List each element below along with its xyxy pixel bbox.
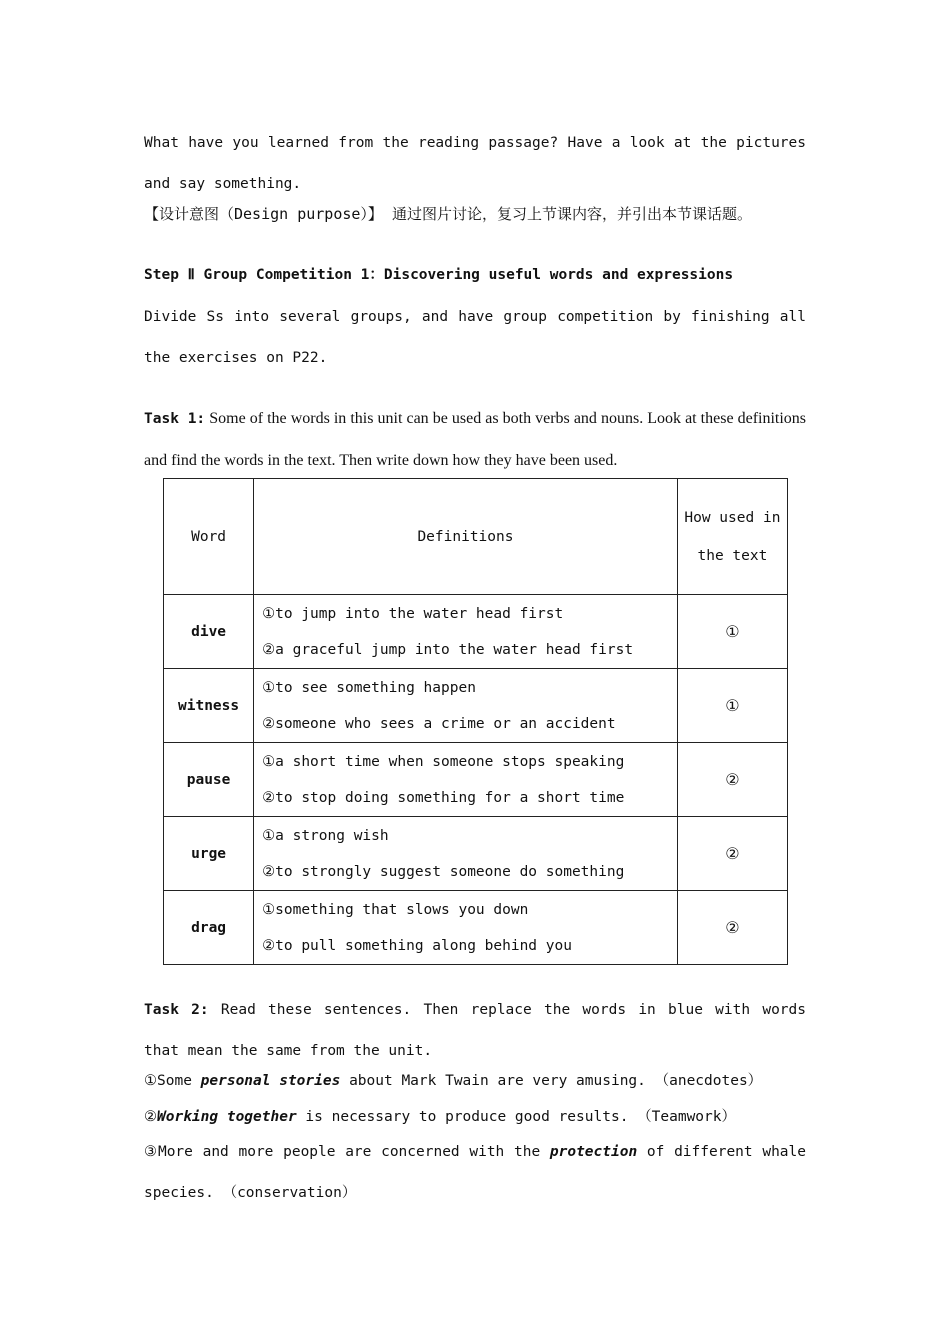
step2-heading: Step Ⅱ Group Competition 1：Discovering useful words and expressions (144, 267, 734, 283)
definition-2: ②to stop doing something for a short time (262, 789, 625, 806)
how-used-cell: ① (677, 669, 787, 743)
header-word: Word (164, 479, 254, 595)
header-how-used: How used in the text (677, 479, 787, 595)
task2-sentence-2 (144, 1105, 806, 1129)
task1-label: Task 1: (144, 411, 206, 427)
definition-1: ①something that slows you down (262, 901, 529, 918)
definitions-cell (254, 669, 678, 743)
sentence-text: of different whale species. （conservation） (144, 1144, 806, 1201)
word-cell: drag (164, 891, 254, 965)
intro-question: What have you learned from the reading passage? Have a look at the pictures and say something. (144, 135, 806, 192)
header-definitions: Definitions (254, 479, 678, 595)
definition-1: ①a strong wish (262, 827, 389, 844)
definitions-cell (254, 817, 678, 891)
word-cell: dive (164, 595, 254, 669)
word-cell: urge (164, 817, 254, 891)
definition-1: ①to see something happen (262, 679, 476, 696)
step2-instructions: Divide Ss into several groups, and have group competition by finishing all the exercises on P22. (144, 309, 806, 366)
table-header-row (164, 479, 788, 595)
how-used-cell: ① (677, 595, 787, 669)
table-row (164, 595, 788, 669)
sentence-text: ③More and more people are concerned with the (144, 1144, 550, 1160)
table-row (164, 743, 788, 817)
how-used-cell: ② (677, 817, 787, 891)
table-row (164, 669, 788, 743)
replaced-phrase: Working together (157, 1109, 297, 1125)
replaced-phrase: personal stories (200, 1073, 341, 1089)
definition-1: ①a short time when someone stops speaking (262, 753, 625, 770)
task2-paragraph (144, 990, 806, 1072)
table-row (164, 817, 788, 891)
task2-sentence-3 (144, 1132, 806, 1214)
how-used-cell: ② (677, 743, 787, 817)
definition-1: ①to jump into the water head first (262, 605, 564, 622)
table-row (164, 891, 788, 965)
design-purpose: 【设计意图（Design purpose）】 通过图片讨论，复习上节课内容，并引出本节课话题。 (144, 205, 752, 223)
sentence-text: ①Some (144, 1073, 201, 1089)
how-used-cell: ② (677, 891, 787, 965)
definitions-cell (254, 595, 678, 669)
task1-text: Some of the words in this unit can be used as both verbs and nouns. Look at these definitions and find the words in the text. Then write down how they have been used. (144, 410, 807, 469)
task2-sentence-1 (144, 1069, 806, 1093)
sentence-text: is necessary to produce good results. （Teamwork） (296, 1109, 736, 1125)
task2-text: Read these sentences. Then replace the words in blue with words that mean the same from the unit. (144, 1002, 806, 1059)
sentence-text: about Mark Twain are very amusing. （anecdotes） (340, 1073, 763, 1089)
definition-2: ②to pull something along behind you (262, 937, 572, 954)
definitions-cell (254, 743, 678, 817)
definition-2: ②someone who sees a crime or an accident (262, 715, 616, 732)
sentence-text: ② (144, 1109, 157, 1125)
word-cell: pause (164, 743, 254, 817)
definitions-cell (254, 891, 678, 965)
task2-label: Task 2: (144, 1002, 209, 1018)
task1-paragraph (144, 398, 806, 481)
replaced-phrase: protection (549, 1144, 638, 1160)
word-cell: witness (164, 669, 254, 743)
definition-2: ②to strongly suggest someone do something (262, 863, 625, 880)
definitions-table (163, 478, 788, 965)
definition-2: ②a graceful jump into the water head first (262, 641, 634, 658)
